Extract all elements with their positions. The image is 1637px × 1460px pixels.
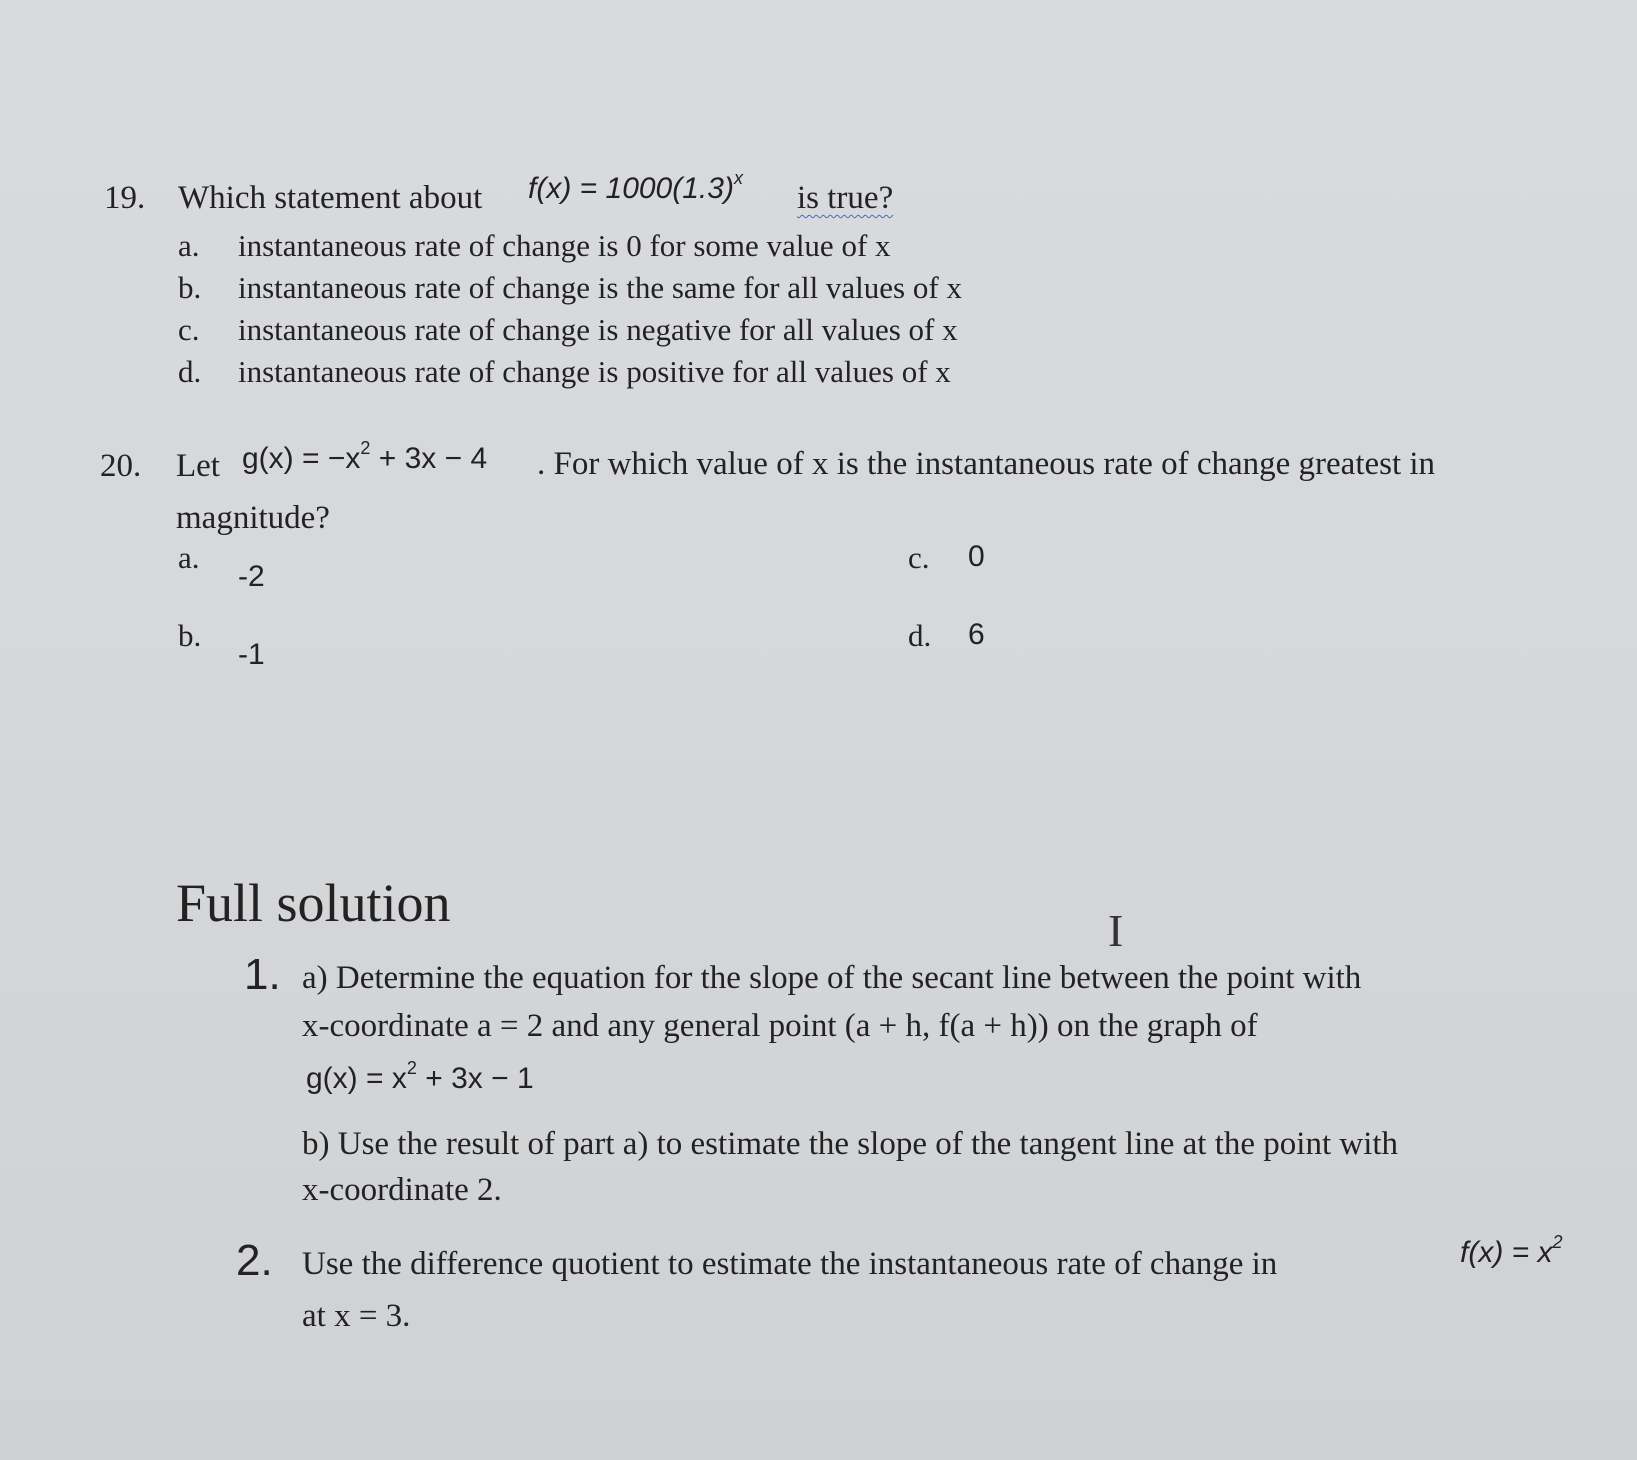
q20-equation-exponent: 2 bbox=[360, 438, 371, 458]
problem-2-line2: at x = 3. bbox=[302, 1298, 411, 1334]
problem-2-equation-part1: f(x) = x bbox=[1460, 1236, 1553, 1269]
q19-option-d-text: instantaneous rate of change is positive for all values of x bbox=[238, 354, 951, 389]
q20-option-b-letter: b. bbox=[178, 618, 202, 653]
q20-line2: magnitude? bbox=[176, 500, 330, 536]
q19-suffix: is true? bbox=[797, 180, 894, 216]
problem-1-equation-part1: g(x) = x bbox=[306, 1062, 407, 1095]
problem-1-part-b-line2: x-coordinate 2. bbox=[302, 1172, 502, 1208]
problem-2-line1: Use the difference quotient to estimate the instantaneous rate of change in bbox=[302, 1246, 1278, 1282]
q19-option-b-text: instantaneous rate of change is the same for all values of x bbox=[238, 270, 962, 305]
q20-equation-part2: + 3x − 4 bbox=[370, 442, 488, 475]
q20-option-a-value: -2 bbox=[238, 560, 265, 593]
q20-option-a-letter: a. bbox=[178, 540, 200, 575]
problem-1-number: 1. bbox=[244, 950, 281, 999]
q20-option-c-letter: c. bbox=[908, 540, 930, 575]
q19-prefix: Which statement about bbox=[178, 180, 483, 216]
problem-1-part-a-line1: a) Determine the equation for the slope of the secant line between the point with bbox=[302, 960, 1362, 996]
problem-1-part-b-line1: b) Use the result of part a) to estimate the slope of the tangent line at the point with bbox=[302, 1126, 1399, 1162]
q19-equation-exponent: x bbox=[733, 168, 743, 188]
q19-option-d-letter: d. bbox=[178, 354, 202, 389]
problem-1-equation-exponent: 2 bbox=[406, 1058, 417, 1078]
q20-prefix: Let bbox=[176, 448, 220, 484]
q20-option-b-value: -1 bbox=[238, 638, 265, 671]
q20-option-c-value: 0 bbox=[968, 540, 985, 573]
q19-option-a-text: instantaneous rate of change is 0 for some value of x bbox=[238, 228, 891, 263]
problem-1-part-a-line2: x-coordinate a = 2 and any general point (a + h, f(a + h)) on the graph of bbox=[302, 1008, 1258, 1044]
q19-equation-base: f(x) = 1000(1.3) bbox=[528, 172, 734, 205]
q20-number: 20. bbox=[100, 448, 142, 484]
solution-heading: Full solution bbox=[176, 873, 451, 933]
q19-option-c-text: instantaneous rate of change is negative for all values of x bbox=[238, 312, 958, 347]
q20-option-d-value: 6 bbox=[968, 618, 985, 651]
q19-option-b-letter: b. bbox=[178, 270, 202, 305]
problem-1-equation bbox=[306, 1058, 534, 1096]
q19-option-a-letter: a. bbox=[178, 228, 200, 263]
q20-option-d-letter: d. bbox=[908, 618, 932, 653]
text-cursor-icon: I bbox=[1108, 905, 1124, 956]
q20-equation bbox=[242, 438, 488, 476]
q19-equation bbox=[528, 168, 743, 206]
problem-2-equation bbox=[1460, 1232, 1563, 1270]
problem-2-equation-exponent: 2 bbox=[1552, 1232, 1563, 1252]
q19-option-c-letter: c. bbox=[178, 312, 200, 347]
problem-2-number: 2. bbox=[236, 1236, 273, 1285]
q20-equation-part1: g(x) = −x bbox=[242, 442, 361, 475]
problem-1-equation-part2: + 3x − 1 bbox=[416, 1062, 534, 1095]
q19-number: 19. bbox=[104, 180, 146, 216]
q20-suffix: . For which value of x is the instantaneous rate of change greatest in bbox=[537, 446, 1436, 482]
